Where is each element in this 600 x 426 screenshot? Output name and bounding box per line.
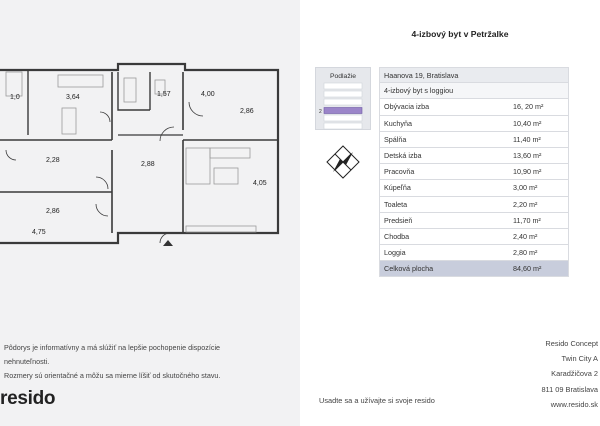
company-web-link[interactable]: www.resido.sk [550,399,598,409]
table-row: Obývacia izba 16, 20 m² [379,99,569,115]
building-floors-icon [316,68,372,131]
table-row: Pracovňa 10,90 m² [379,164,569,180]
room-area-label: 2,86 [46,208,60,215]
table-row: Predsieň 11,70 m² [379,213,569,229]
listing-title: 4-izbový byt v Petržalke [411,29,509,39]
table-row: Kuchyňa 10,40 m² [379,116,569,132]
entrance-marker [163,240,173,246]
room-area-label: 4,75 [32,229,46,236]
table-row: Spálňa 11,40 m² [379,132,569,148]
current-floor-highlight [324,108,362,114]
company-name: Resido Concept [545,339,598,348]
company-building: Twin City A [561,354,598,364]
company-city: 811 09 Bratislava [541,384,598,394]
room-area-label: 4,05 [253,180,267,187]
resido-logo: resido [0,388,56,409]
table-row: Detská izba 13,60 m² [379,148,569,164]
disclaimer-line: Pôdorys je informatívny a má slúžiť na lepšie pochopenie dispozície [4,343,221,352]
table-row: Loggia 2,80 m² [379,245,569,261]
floor-number: 2 [319,109,322,115]
footer-note: Usadte sa a užívajte si svoje resido [319,396,435,405]
apartment-type: 4-izbový byt s loggiou [384,86,454,96]
floor-indicator [315,67,371,130]
room-area-label: 2,28 [46,157,60,164]
rooms-table [379,67,569,277]
room-area-label: 4,00 [201,91,215,98]
room-area-label: 3,64 [66,94,80,101]
total-row: Celková plocha 84,60 m² [379,261,569,277]
table-row: Chodba 2,40 m² [379,229,569,245]
table-row: Toaleta 2,20 m² [379,197,569,213]
address: Haanova 19, Bratislava [384,70,459,80]
details-panel [300,0,600,426]
table-row: Kúpeľňa 3,00 m² [379,180,569,196]
company-address [541,336,598,412]
disclaimer-line: Rozmery sú orientačné a môžu sa mierne líšiť od skutočného stavu. [4,371,221,380]
address-row [379,67,569,83]
room-area-label: 2,88 [141,161,155,168]
room-area-label: 2,86 [240,108,254,115]
type-row [379,83,569,99]
room-area-label: 1,0 [10,94,20,101]
compass-icon [324,143,362,181]
floor-label: Podlažie [329,73,357,80]
room-area-label: 1,57 [157,91,171,98]
company-street: Karadžičova 2 [551,369,598,379]
disclaimer-line: nehnuteľnosti. [4,357,50,366]
disclaimer [4,341,284,383]
